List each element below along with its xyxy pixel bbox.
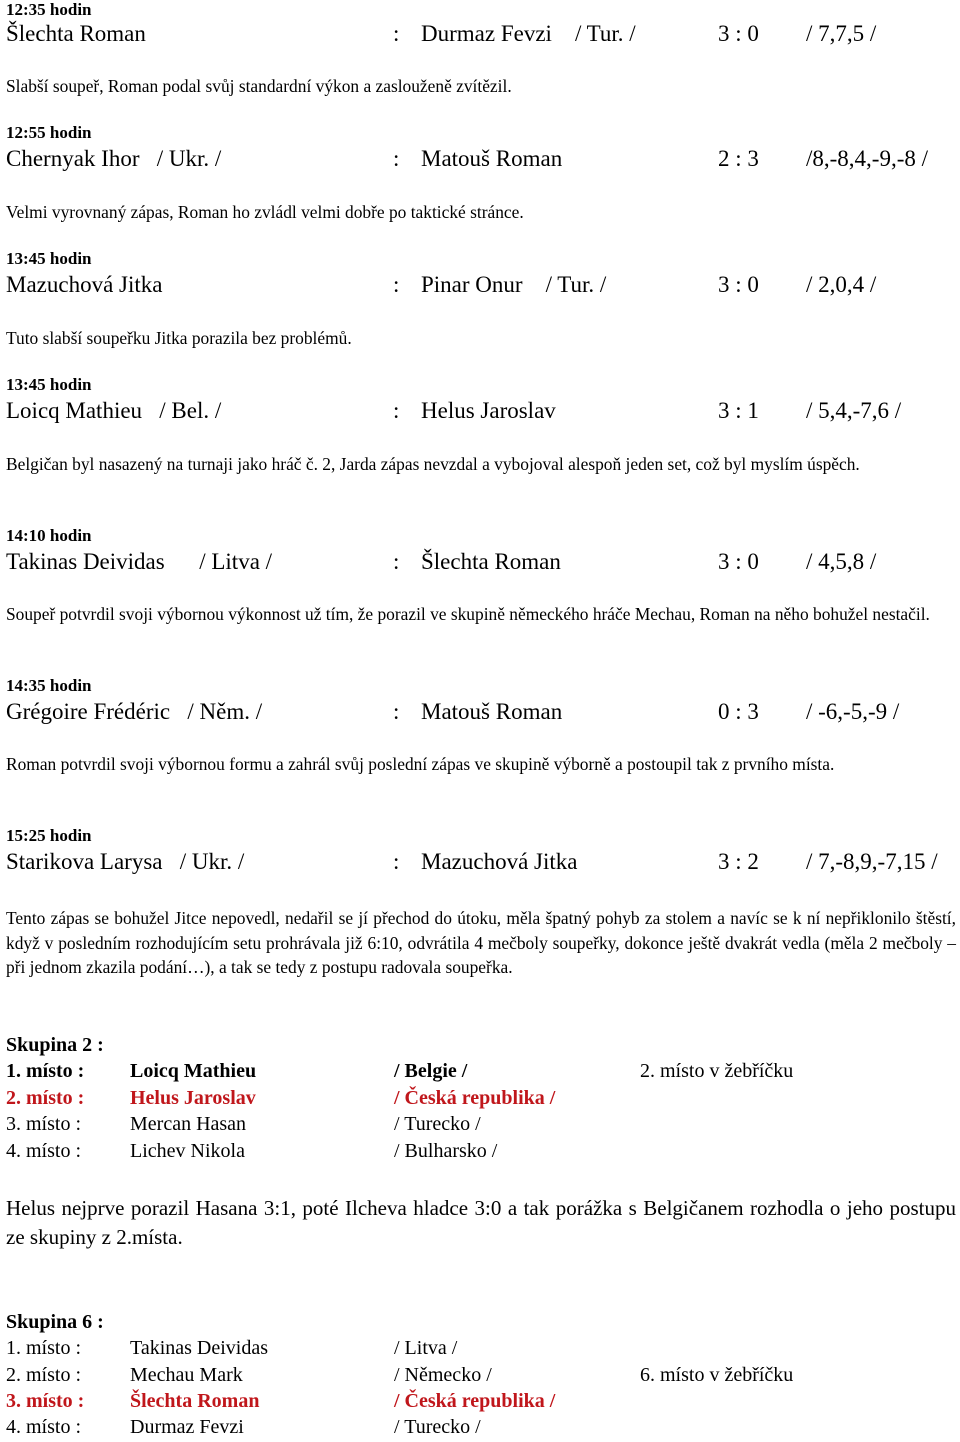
match-separator: :	[393, 21, 400, 46]
match-row	[0, 849, 960, 879]
player-two: Mazuchová Jitka	[421, 849, 578, 874]
group-player: Loicq Mathieu	[130, 1060, 257, 1082]
group-place: 2. místo :	[6, 1364, 82, 1386]
player-one	[6, 849, 244, 875]
group-row	[0, 1140, 960, 1166]
match-score: 3 : 0	[718, 549, 759, 574]
player-two: Šlechta Roman	[421, 549, 561, 574]
match-note: Tuto slabší soupeřku Jitka porazila bez problémů.	[6, 328, 352, 348]
group-player: Takinas Deividas	[130, 1337, 269, 1359]
group-country: / Bulharsko /	[394, 1140, 498, 1162]
match-note: Belgičan byl nasazený na turnaji jako hráč č. 2, Jarda zápas nevzdal a vybojoval alespoň jeden set, což byl myslím úspěch.	[6, 454, 860, 474]
match-score: 3 : 0	[718, 272, 759, 297]
match-separator: :	[393, 146, 400, 171]
match-score: 3 : 2	[718, 849, 759, 874]
match-time: 13:45 hodin	[6, 375, 92, 394]
group-player: Mechau Mark	[130, 1364, 243, 1386]
match-note: Roman potvrdil svoji výbornou formu a zahrál svůj poslední zápas ve skupině výborně a postoupil tak z prvního místa.	[6, 754, 835, 774]
group-country: / Německo /	[394, 1364, 492, 1386]
player-one-country: / Něm. /	[187, 699, 263, 724]
group-country: / Česká republika /	[394, 1087, 556, 1109]
match-row	[0, 272, 960, 302]
match-sets: / 4,5,8 /	[806, 549, 877, 574]
match-row	[0, 146, 960, 176]
player-one-country: / Litva /	[199, 549, 273, 574]
group-player: Mercan Hasan	[130, 1113, 247, 1135]
group-row	[0, 1060, 960, 1086]
group-place: 1. místo :	[6, 1337, 82, 1359]
match-note: Soupeř potvrdil svoji výbornou výkonnost už tím, že porazil ve skupině německého hráče Mechau, Roman na něho bohužel nestačil.	[6, 604, 930, 624]
match-time: 12:35 hodin	[6, 0, 92, 19]
player-two-name: Durmaz Fevzi	[421, 21, 552, 46]
match-score: 3 : 1	[718, 398, 759, 423]
player-one-country: / Bel. /	[159, 398, 222, 423]
player-one-country: / Ukr. /	[156, 146, 222, 171]
group-place: 4. místo :	[6, 1416, 82, 1438]
match-sets: / 5,4,-7,6 /	[806, 398, 902, 423]
player-one	[6, 699, 262, 725]
player-one-name: Starikova Larysa	[6, 849, 163, 874]
group-player: Durmaz Fevzi	[130, 1416, 244, 1438]
player-two-country: / Tur. /	[574, 21, 636, 46]
player-two	[421, 21, 636, 47]
group-country: / Turecko /	[394, 1416, 481, 1438]
group-place: 1. místo :	[6, 1060, 85, 1082]
match-note: Tento zápas se bohužel Jitce nepovedl, nedařil se jí přechod do útoku, měla špatný pohyb za stolem a navíc se k ní nepřiklonilo štěstí, když v posledním rozhodujícím setu prohrávala již 6:10, odvrátila 4 mečboly soupeřky, dokonce ještě dvakrát vedla (měla 2 mečboly – při jednom zkazila podání…), a tak se tedy z postupu radovala soupeřka.	[6, 908, 956, 977]
match-sets: / 2,0,4 /	[806, 272, 877, 297]
player-one-name: Takinas Deividas	[6, 549, 165, 574]
group-title: Skupina 6 :	[6, 1311, 104, 1333]
player-two: Matouš Roman	[421, 699, 563, 724]
match-time: 12:55 hodin	[6, 123, 92, 142]
match-row	[0, 398, 960, 428]
player-one	[6, 398, 221, 424]
match-score: 2 : 3	[718, 146, 759, 171]
match-separator: :	[393, 549, 400, 574]
group-row	[0, 1416, 960, 1442]
player-two-country: / Tur. /	[545, 272, 607, 297]
match-time: 15:25 hodin	[6, 826, 92, 845]
match-sets: / 7,7,5 /	[806, 21, 877, 46]
group-summary: Helus nejprve porazil Hasana 3:1, poté Ilcheva hladce 3:0 a tak porážka s Belgičanem rozhodla o jeho postupu ze skupiny z 2.místa.	[6, 1196, 956, 1249]
match-note: Slabší soupeř, Roman podal svůj standardní výkon a zaslouženě zvítězil.	[6, 76, 512, 96]
group-row	[0, 1113, 960, 1139]
group-country: / Česká republika /	[394, 1390, 556, 1412]
match-separator: :	[393, 699, 400, 724]
match-separator: :	[393, 272, 400, 297]
group-country: / Turecko /	[394, 1113, 481, 1135]
player-one-name: Grégoire Frédéric	[6, 699, 171, 724]
player-two-name: Pinar Onur	[421, 272, 523, 297]
group-player: Lichev Nikola	[130, 1140, 245, 1162]
match-time: 13:45 hodin	[6, 249, 92, 268]
match-sets: / 7,-8,9,-7,15 /	[806, 849, 938, 874]
group-player: Helus Jaroslav	[130, 1087, 256, 1109]
player-two: Matouš Roman	[421, 146, 563, 171]
ranking-note: 6. místo v žebříčku	[640, 1364, 794, 1386]
match-sets: / -6,-5,-9 /	[806, 699, 900, 724]
group-row	[0, 1364, 960, 1390]
player-one: Šlechta Roman	[6, 21, 146, 46]
group-place: 3. místo :	[6, 1390, 85, 1412]
group-country: / Litva /	[394, 1337, 458, 1359]
player-one-name: Loicq Mathieu	[6, 398, 143, 423]
match-note: Velmi vyrovnaný zápas, Roman ho zvládl velmi dobře po taktické stránce.	[6, 202, 524, 222]
match-sets: /8,-8,4,-9,-8 /	[806, 146, 929, 171]
match-separator: :	[393, 849, 400, 874]
match-time: 14:10 hodin	[6, 526, 92, 545]
player-one-country: / Ukr. /	[179, 849, 245, 874]
match-row	[0, 699, 960, 729]
group-place: 2. místo :	[6, 1087, 85, 1109]
match-row	[0, 21, 960, 51]
player-two	[421, 272, 606, 298]
match-row	[0, 549, 960, 579]
match-time: 14:35 hodin	[6, 676, 92, 695]
ranking-note: 2. místo v žebříčku	[640, 1060, 794, 1082]
group-country: / Belgie /	[394, 1060, 468, 1082]
group-row	[0, 1337, 960, 1363]
match-separator: :	[393, 398, 400, 423]
group-place: 4. místo :	[6, 1140, 82, 1162]
group-row-highlighted	[0, 1087, 960, 1113]
player-one-name: Chernyak Ihor	[6, 146, 140, 171]
match-score: 0 : 3	[718, 699, 759, 724]
match-score: 3 : 0	[718, 21, 759, 46]
group-row-highlighted	[0, 1390, 960, 1416]
player-one: Mazuchová Jitka	[6, 272, 163, 297]
group-title: Skupina 2 :	[6, 1034, 104, 1056]
player-one	[6, 146, 221, 172]
group-place: 3. místo :	[6, 1113, 82, 1135]
player-two: Helus Jaroslav	[421, 398, 556, 423]
player-one	[6, 549, 272, 575]
group-player: Šlechta Roman	[130, 1390, 260, 1412]
